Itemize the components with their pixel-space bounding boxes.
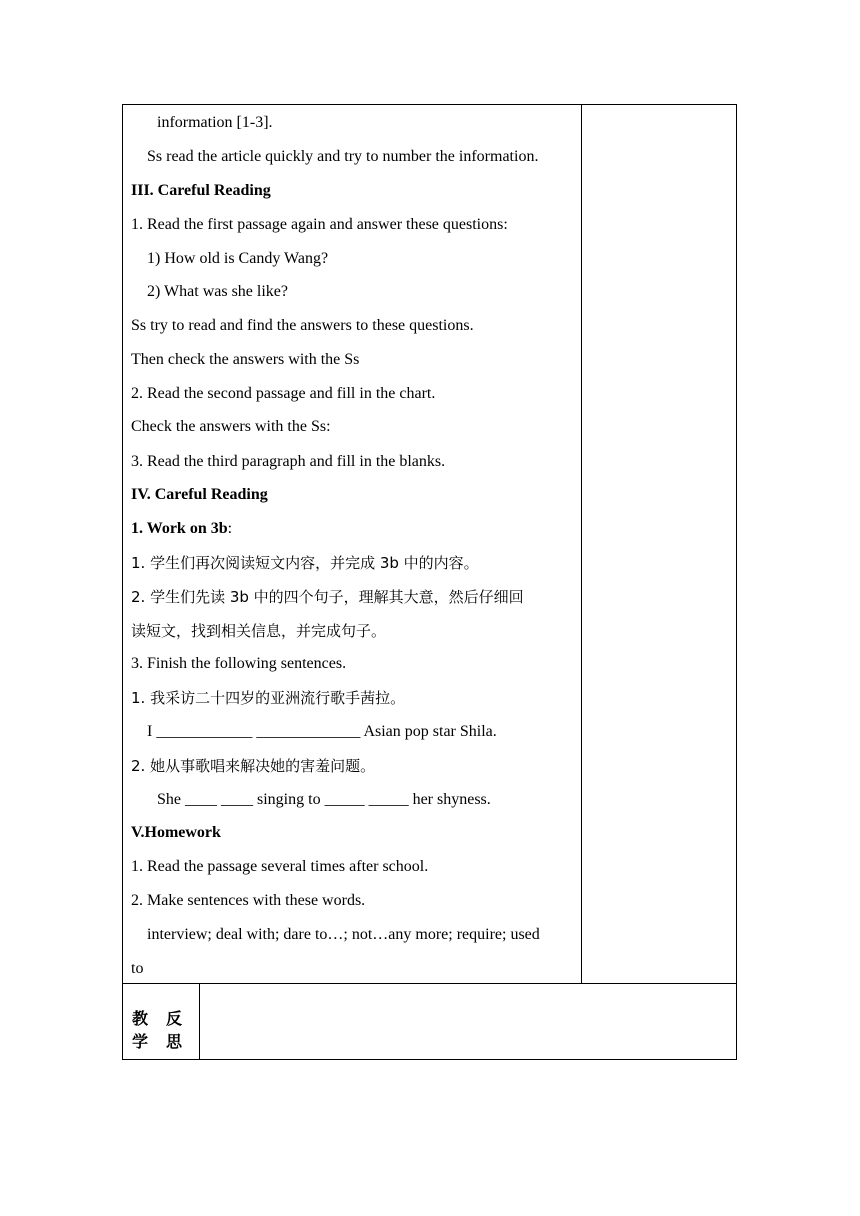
word-list-line: interview; deal with; dare to…; not…any more; require; used [147, 926, 540, 943]
text-line: 2. Make sentences with these words. [131, 892, 366, 909]
work-on-3b-label: 1. Work on 3b [131, 520, 228, 537]
chinese-instruction-line: 1. 学生们再次阅读短文内容，并完成 3b 中的内容。 [131, 554, 479, 572]
text-line: Check the answers with the Ss: [131, 418, 331, 435]
section-heading-careful-reading-2: IV. Careful Reading [131, 486, 268, 503]
reflection-label-char: 思 [166, 1032, 183, 1051]
reflection-label-char: 学 [132, 1032, 149, 1051]
text-line: Ss try to read and find the answers to these questions. [131, 317, 474, 334]
text-line: 3. Finish the following sentences. [131, 655, 347, 672]
text-line: 3. Read the third paragraph and fill in the blanks. [131, 453, 446, 470]
text-line: Then check the answers with the Ss [131, 351, 360, 368]
text-line: 1. Read the passage several times after school. [131, 858, 429, 875]
fill-blank-sentence: I ____________ _____________ Asian pop star Shila. [147, 723, 497, 740]
chinese-sentence-line: 2. 她从事歌唱来解决她的害羞问题。 [131, 757, 376, 775]
chinese-instruction-line: 读短文，找到相关信息，并完成句子。 [131, 622, 387, 640]
text-line: 2. Read the second passage and fill in the chart. [131, 385, 436, 402]
reflection-label-cell [123, 984, 200, 1059]
reflection-label-char: 教 [132, 1009, 149, 1028]
section-heading-homework: V.Homework [131, 824, 221, 841]
chinese-sentence-line: 1. 我采访二十四岁的亚洲流行歌手茜拉。 [131, 689, 406, 707]
question-line: 1) How old is Candy Wang? [147, 250, 329, 267]
reflection-content-cell [200, 984, 736, 1059]
lesson-plan-table [122, 104, 737, 1060]
fill-blank-sentence: She ____ ____ singing to _____ _____ her shyness. [157, 791, 491, 808]
text-line: 1. Read the first passage again and answer these questions: [131, 216, 508, 233]
colon: : [227, 520, 233, 537]
text-line: Ss read the article quickly and try to number the information. [147, 148, 539, 165]
text-line: information [1-3]. [157, 114, 273, 131]
section-heading-careful-reading: III. Careful Reading [131, 182, 271, 199]
work-on-3b-line [131, 519, 232, 539]
question-line: 2) What was she like? [147, 283, 288, 300]
notes-cell [582, 105, 736, 984]
chinese-instruction-line: 2. 学生们先读 3b 中的四个句子，理解其大意，然后仔细回 [131, 588, 524, 606]
procedure-cell [123, 105, 582, 984]
reflection-label-char: 反 [166, 1009, 183, 1028]
word-list-line: to [131, 960, 144, 977]
